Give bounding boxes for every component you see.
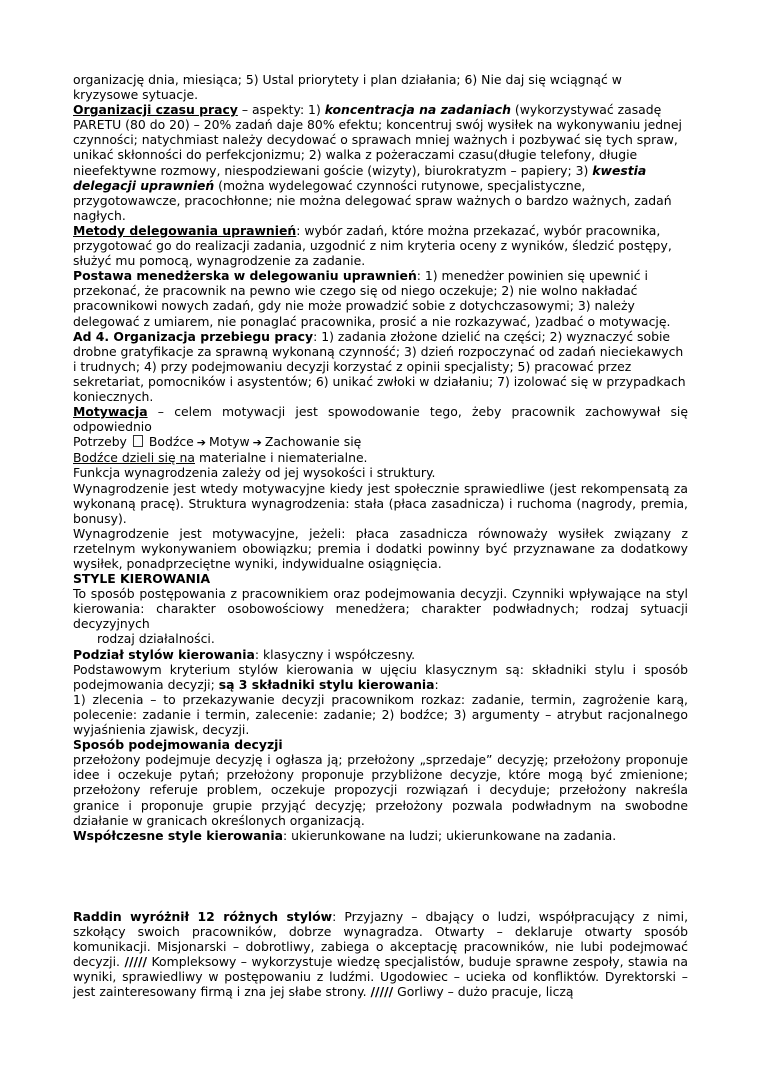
arrow-right-icon: ➔ xyxy=(196,436,206,450)
chain-behavior: Zachowanie się xyxy=(264,434,362,450)
raddin-heading: Raddin wyróżnił 12 różnych stylów xyxy=(73,908,333,924)
intro-line-2: kryzysowe sytuacje. xyxy=(73,87,199,103)
stimuli-heading: Bodźce dzieli się na xyxy=(73,450,195,466)
heading-text: Sposób podejmowania decyzji xyxy=(73,737,283,753)
work-flow-heading: Ad 4. Organizacja przebiegu pracy xyxy=(73,328,314,344)
text-run: : wybór zadań, które można przekazać, wybór pracownika, przygotować go do realizacji zadania, uzgodnić z nim kryteria oceny z wyników, śledzić postępy, służyć mu pomocą, wynagrodzenie za zadanie. xyxy=(73,222,672,269)
management-styles-heading xyxy=(73,571,688,586)
focus-term: koncentracja na zadaniach xyxy=(324,102,511,118)
styles-division-heading: Podział stylów kierowania xyxy=(73,646,255,662)
decision-making-paragraph: przełożony podejmuje decyzję i ogłasza ją; przełożony „sprzedaje” decyzję; przełożony proponuje idee i oczekuje pytań; przełożony proponuje przybliżone decyzje, które mogą być zmienione; przełożony referuje problem, oczekuje propozycji rozwiązań i decyduje; przełożony nakreśla granice i proponuje grupie przyjąć decyzję; przełożony pozwala podwładnym na swobodne działanie w granicach określonych organizacją. xyxy=(73,752,688,828)
text-run: : 1) menedżer powinien się upewnić i przekonać, że pracownik na pewno wie czego się od niego oczekuje; 2) nie wolno nakładać pracownikowi nowych zadań, gdy nie może prowadzić sobie z dotychczasowymi; 3) należy delegować z umiarem, nie ponaglać pracownika, prosić a nie rozkazywać, )zadbać o motywację. xyxy=(73,268,671,329)
chain-motive: Motyw xyxy=(209,434,250,450)
styles-division-paragraph xyxy=(73,647,688,662)
text-run: (wykorzystywać zasadę PARETU (80 do 20) – 20% zadań daje 80% efektu; koncentruj swój wysiłek na wykonywaniu jednej czynności; natychmiast należy decydować o sprawach mniej ważnych i pozbywać się tych spraw, unikać skłonności do perfekcjonizmu; 2) walka z pożeraczami czasu(długie telefony, długie nieefektywne rozmowy, niespodziewani goście (wizyty), biurokratyzm – papiery; 3) xyxy=(73,102,682,178)
text-run: – aspekty: 1) xyxy=(237,102,325,118)
modern-styles-paragraph xyxy=(73,828,688,843)
delegation-methods-heading: Metody delegowania uprawnień xyxy=(73,222,297,238)
chain-needs: Potrzeby xyxy=(73,434,127,450)
three-components-term: są 3 składniki stylu kierowania xyxy=(218,676,435,692)
separator: ///// xyxy=(370,984,394,1000)
intro-line-1: organizację dnia, miesiąca; 5) Ustal priorytety i plan działania; 6) Nie daj się wciągnąć w xyxy=(73,72,622,87)
text-run: : xyxy=(434,676,439,692)
heading-text: STYLE KIEROWANIA xyxy=(73,571,211,587)
salary-paragraph-1: Wynagrodzenie jest wtedy motywacyjne kiedy jest społecznie sprawiedliwe (jest rekompensatą za wykonaną pracę). Struktura wynagrodzenia: stała (płaca zasadnicza) i ruchoma (nagrody, premia, bonusy). xyxy=(73,480,688,526)
blank-space xyxy=(73,843,688,909)
text-run: : klasyczny i współczesny. xyxy=(254,646,416,662)
text-run: Kompleksowy – wykorzystuje wiedzę specjalistów, buduje sprawne zespoły, stawia na wyniki, sprawiedliwy w postępowaniu z ludźmi. Ugodowiec – ucieka od konfliktów. Dyrektorski – jest zainteresowany firmą i zna jej słabe strony. xyxy=(73,954,688,1000)
arrow-right-icon: ➔ xyxy=(252,436,262,450)
basic-criterion-paragraph xyxy=(73,662,688,692)
management-styles-indented: rodzaj działalności. xyxy=(97,631,215,647)
text-run: Podstawowym kryterium stylów kierowania w ujęciu klasycznym są: składniki stylu i sposób podejmowania decyzji; xyxy=(73,661,688,692)
text-run: (można wydelegować czynności rutynowe, specjalistyczne, przygotowawcze, pracochłonne; nie można delegować spraw ważnych o bardzo ważnych, zadań nagłych. xyxy=(73,177,672,223)
text-run: : ukierunkowane na ludzi; ukierunkowane na zadania. xyxy=(283,827,617,843)
salary-paragraph-2: Wynagrodzenie jest motywacyjne, jeżeli: płaca zasadnicza równoważy wysiłek związany z rzetelnym wykonywaniem obowiązku; premia i dodatki powinny być przyznawane za dodatkowy wysiłek, ponadprzeciętne wyniki, indywidualne osiągnięcia. xyxy=(73,525,688,571)
text-run: : Przyjazny – dbający o ludzi, współpracujący z nimi, szkołący swoich pracowników, dobrze wynagradza. Otwarty – deklaruje otwarty sposób komunikacji. Misjonarski – dobrotliwy, zabiega o akceptację pracowników, nie lubi podejmować decyzji. xyxy=(73,908,689,970)
motivation-chain xyxy=(73,434,688,450)
delegation-term: kwestia delegacji uprawnień xyxy=(73,162,647,193)
motivation-paragraph xyxy=(73,404,688,434)
separator: ///// xyxy=(124,954,148,970)
motivation-heading: Motywacja xyxy=(73,404,148,420)
time-organization-paragraph xyxy=(73,102,688,223)
text-run: Gorliwy – dużo pracuje, liczą xyxy=(393,984,574,1000)
text-run: materialne i niematerialne. xyxy=(195,450,368,466)
time-organization-heading: Organizacji czasu pracy xyxy=(73,102,238,118)
modern-styles-heading: Współczesne style kierowania xyxy=(73,827,283,843)
delegation-methods-paragraph xyxy=(73,223,688,268)
stimuli-paragraph xyxy=(73,450,688,465)
text-run: : 1) zadania złożone dzielić na części; 2) wyznaczyć sobie drobne gratyfikacje za sprawną wykonaną czynność; 3) dzień rozpoczynać od zadań nieciekawych i trudnych; 4) przy podejmowaniu decyzji korzystać z opinii specjalisty; 5) pracować przez sekretariat, pomocników i asystentów; 6) unikać zwłoki w działaniu; 7) izolować się w przypadkach koniecznych. xyxy=(73,328,686,404)
raddin-paragraph xyxy=(73,909,688,1000)
intro-paragraph xyxy=(73,72,688,102)
decision-making-heading xyxy=(73,737,688,752)
managerial-attitude-heading: Postawa menedżerska w delegowaniu uprawnień xyxy=(73,268,417,284)
salary-function-paragraph: Funkcja wynagrodzenia zależy od jej wysokości i struktury. xyxy=(73,465,436,481)
text-run: – celem motywacji jest spowodowanie tego, żeby pracownik zachowywał się odpowiednio xyxy=(73,404,688,435)
chain-stimuli: Bodźce xyxy=(148,434,194,450)
document-page xyxy=(73,72,688,999)
components-paragraph: 1) zlecenia – to przekazywanie decyzji pracownikom rozkaz: zadanie, termin, zagrożenie karą, polecenie: zadanie i termin, zalecenie: zadanie; 2) bodźce; 3) argumenty – atrybut racjonalnego wyjaśnienia zjawisk, decyzji. xyxy=(73,691,688,738)
managerial-attitude-paragraph xyxy=(73,268,688,328)
work-flow-paragraph xyxy=(73,329,688,404)
missing-glyph-icon xyxy=(133,435,143,447)
management-styles-paragraph: To sposób postępowania z pracownikiem oraz podejmowania decyzji. Czynniki wpływające na styl kierowania: charakter osobowościowy menedżera; charakter podwładnych; rodzaj sytuacji decyzyjnych xyxy=(73,586,688,632)
